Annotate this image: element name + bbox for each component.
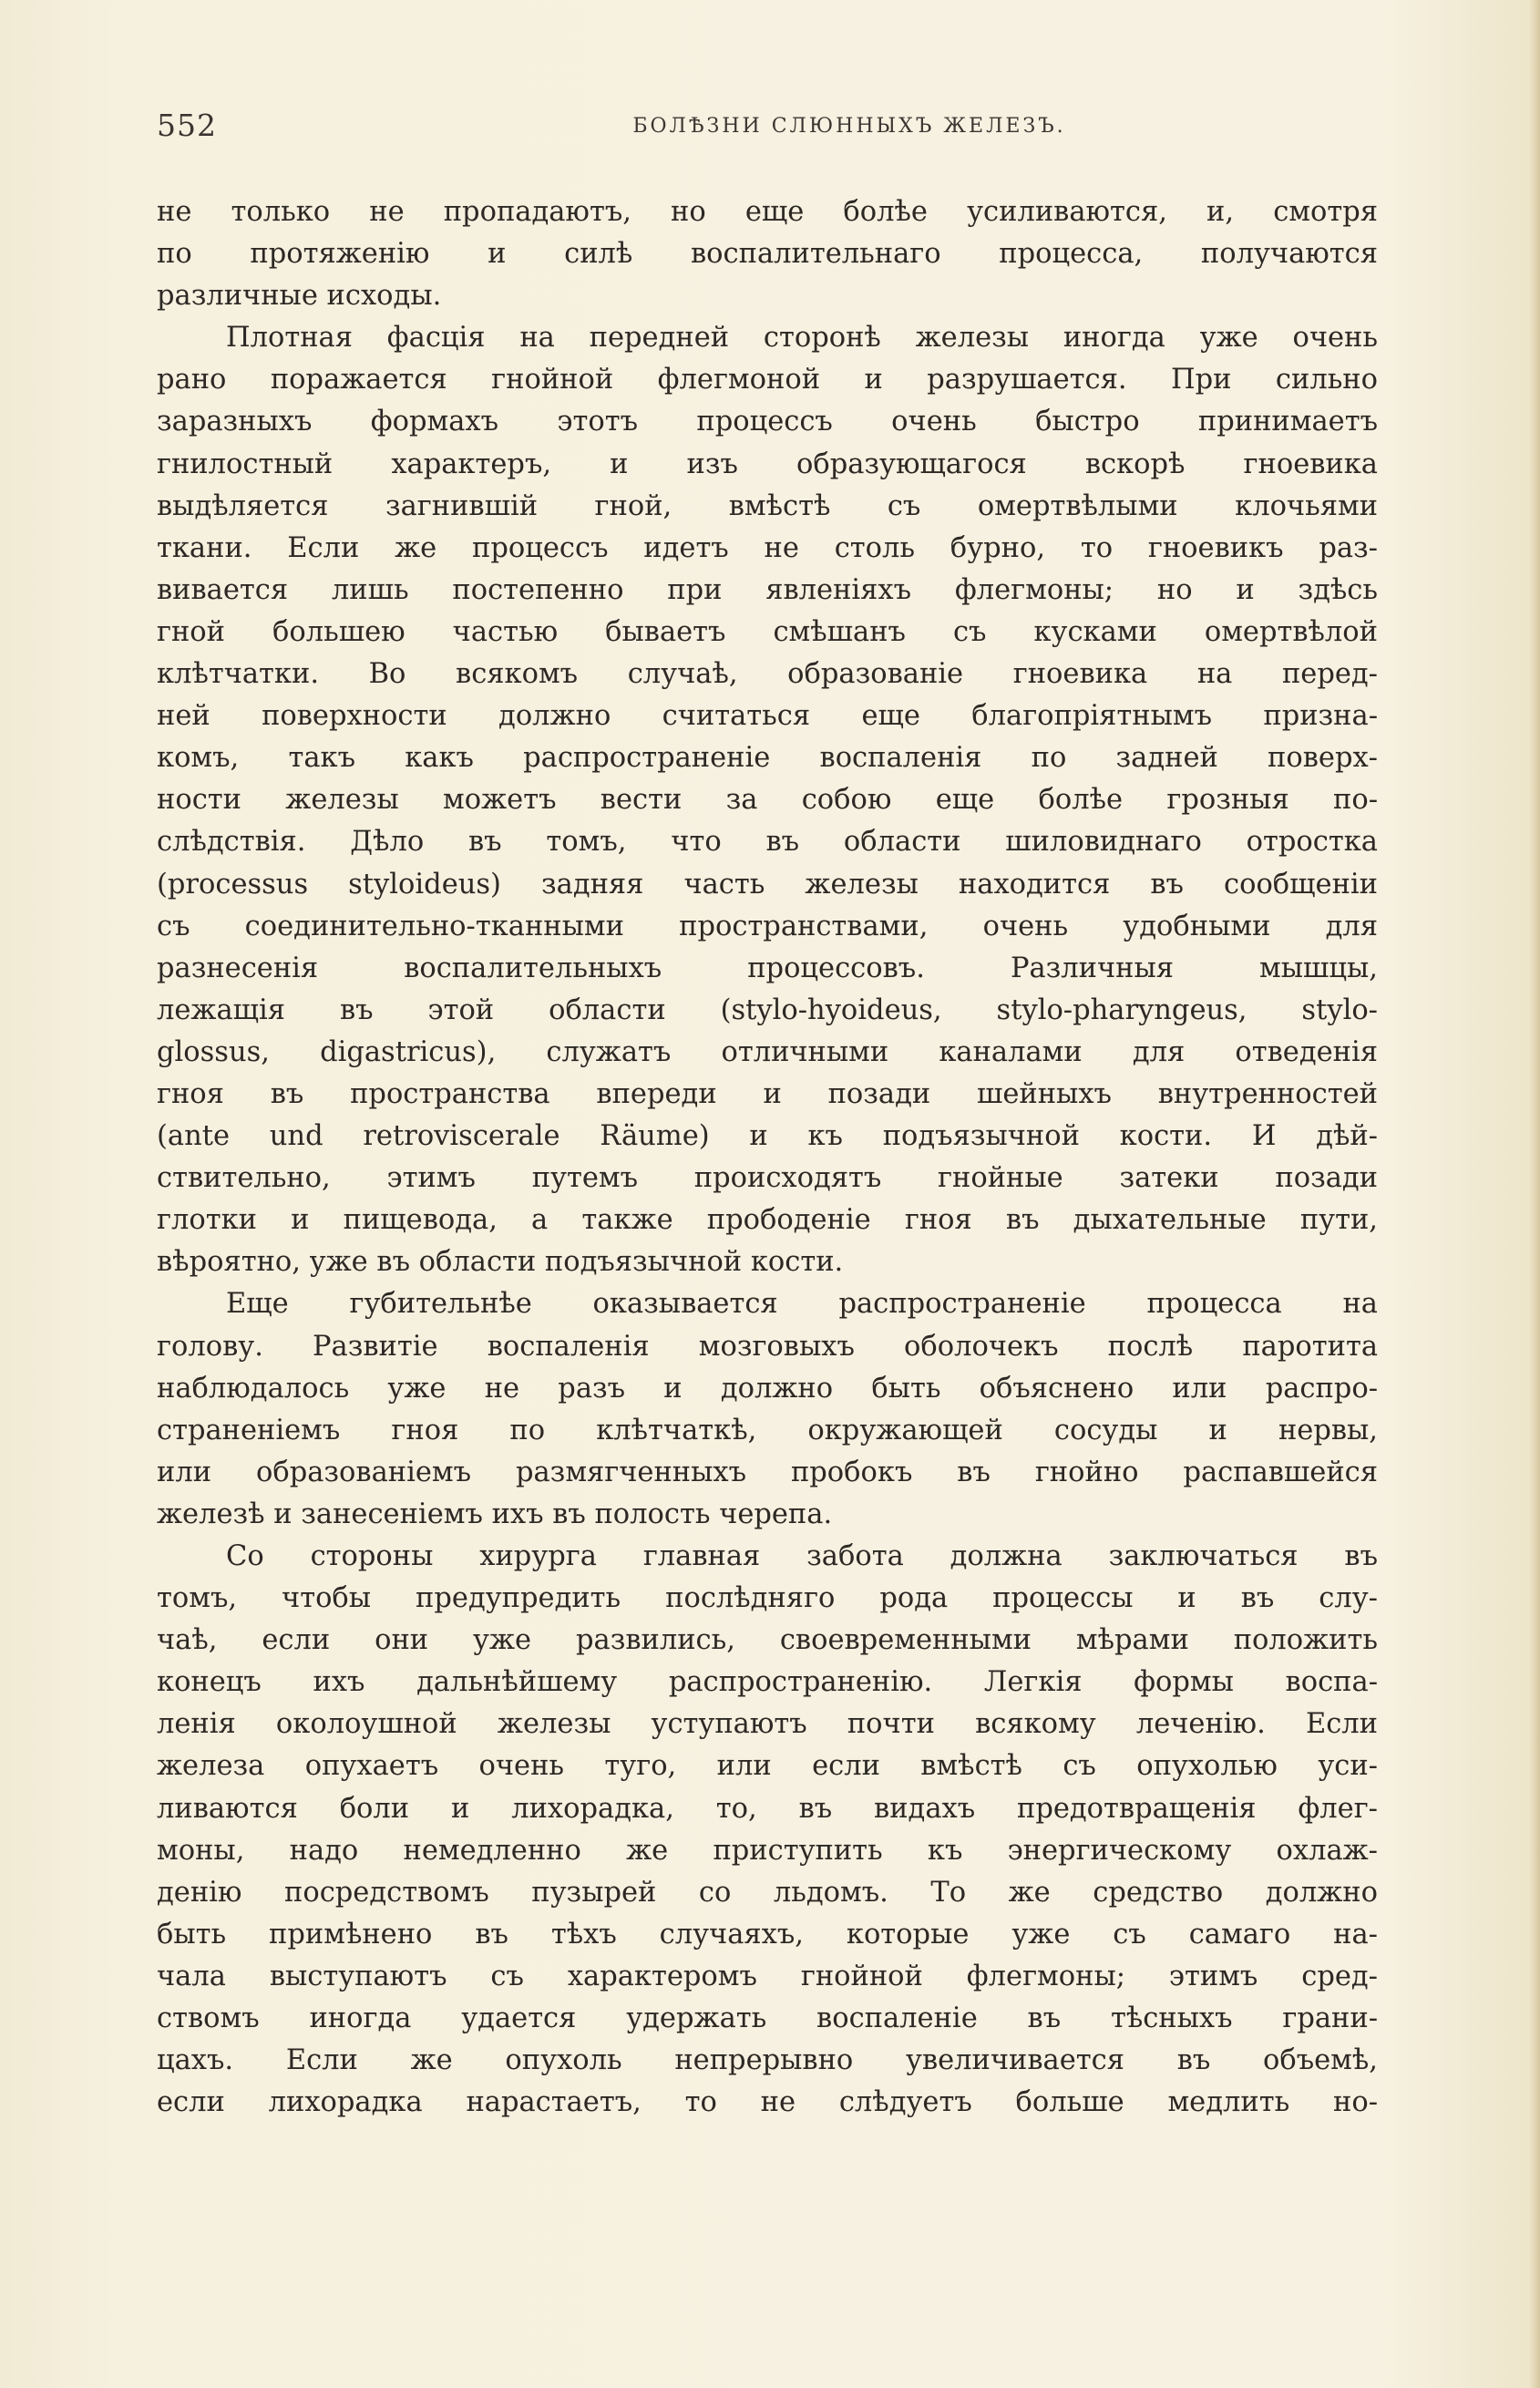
- text-line: быть примѣнено въ тѣхъ случаяхъ, которые уже съ самаго на-: [157, 1918, 1378, 1951]
- running-title: БОЛѢЗНИ СЛЮННЫХЪ ЖЕЛЕЗЪ.: [632, 115, 1066, 138]
- text-line: голову. Развитіе воспаленія мозговыхъ оболочекъ послѣ паротита: [157, 1330, 1378, 1363]
- text-line: ткани. Если же процессъ идетъ не столь бурно, то гноевикъ раз-: [157, 531, 1378, 564]
- text-line: по протяженію и силѣ воспалительнаго процесса, получаются: [157, 238, 1378, 271]
- text-line: цахъ. Если же опухоль непрерывно увеличивается въ объемѣ,: [157, 2044, 1378, 2077]
- text-line: ствомъ иногда удается удержать воспаленіе въ тѣсныхъ грани-: [157, 2002, 1378, 2035]
- text-line: вивается лишь постепенно при явленіяхъ флегмоны; но и здѣсь: [157, 573, 1378, 606]
- text-line: ствительно, этимъ путемъ происходятъ гнойные затеки позади: [157, 1162, 1378, 1195]
- text-line: чаѣ, если они уже развились, своевременными мѣрами положить: [157, 1624, 1378, 1657]
- text-line: гнилостный характеръ, и изъ образующагося вскорѣ гноевика: [157, 448, 1378, 480]
- text-line: слѣдствія. Дѣло въ томъ, что въ области шиловиднаго отростка: [157, 826, 1378, 859]
- paragraph-start-line: Еще губительнѣе оказывается распространеніе процесса на: [226, 1288, 1378, 1321]
- text-line: гной большею частью бываетъ смѣшанъ съ кусками омертвѣлой: [157, 615, 1378, 648]
- text-line: глотки и пищевода, а также прободеніе гноя въ дыхательные пути,: [157, 1204, 1378, 1237]
- text-line: лежащія въ этой области (stylo-hyoideus, stylo-pharyngeus, stylo-: [157, 993, 1378, 1026]
- text-line: томъ, чтобы предупредить послѣдняго рода процессы и въ слу-: [157, 1582, 1378, 1615]
- text-line: выдѣляется загнившій гной, вмѣстѣ съ омертвѣлыми клочьями: [157, 489, 1378, 522]
- text-line: наблюдалось уже не разъ и должно быть объяснено или распро-: [157, 1372, 1378, 1405]
- text-line: ности железы можетъ вести за собою еще болѣе грозныя по-: [157, 784, 1378, 817]
- text-line: моны, надо немедленно же приступить къ энергическому охлаж-: [157, 1834, 1378, 1867]
- text-line: glossus, digastricus), служатъ отличными каналами для отведенія: [157, 1035, 1378, 1068]
- text-line: заразныхъ формахъ этотъ процессъ очень быстро принимаетъ: [157, 406, 1378, 438]
- text-line: чала выступаютъ съ характеромъ гнойной флегмоны; этимъ сред-: [157, 1960, 1378, 1992]
- page-edge-shadow: [1529, 0, 1540, 2388]
- text-line: или образованіемъ размягченныхъ пробокъ въ гнойно распавшейся: [157, 1456, 1378, 1488]
- text-line: денію посредствомъ пузырей со льдомъ. То же средство должно: [157, 1876, 1378, 1909]
- text-line: не только не пропадаютъ, но еще болѣе усиливаются, и, смотря: [157, 196, 1378, 228]
- text-line: гноя въ пространства впереди и позади шейныхъ внутренностей: [157, 1077, 1378, 1110]
- text-line: съ соединительно-тканными пространствами, очень удобными для: [157, 910, 1378, 942]
- text-line: вѣроятно, уже въ области подъязычной кости.: [157, 1246, 844, 1279]
- text-line: ленія околоушной железы уступаютъ почти всякому леченію. Если: [157, 1708, 1378, 1741]
- text-line: (processus styloideus) задняя часть железы находится въ сообщеніи: [157, 868, 1378, 901]
- text-line: если лихорадка нарастаетъ, то не слѣдуетъ больше медлить но-: [157, 2086, 1378, 2119]
- text-line: клѣтчатки. Во всякомъ случаѣ, образованіе гноевика на перед-: [157, 658, 1378, 691]
- page-number: 552: [157, 108, 217, 143]
- text-line: рано поражается гнойной флегмоной и разрушается. При сильно: [157, 364, 1378, 396]
- text-line: комъ, такъ какъ распространеніе воспаленія по задней поверх-: [157, 742, 1378, 775]
- paragraph-start-line: Плотная фасція на передней сторонѣ железы иногда уже очень: [226, 322, 1378, 355]
- text-line: страненіемъ гноя по клѣтчаткѣ, окружающей сосуды и нервы,: [157, 1414, 1378, 1446]
- text-line: железа опухаетъ очень туго, или если вмѣстѣ съ опухолью уси-: [157, 1750, 1378, 1783]
- text-line: ней поверхности должно считаться еще благопріятнымъ призна-: [157, 700, 1378, 733]
- text-line: различные исходы.: [157, 280, 442, 313]
- page-header: [157, 108, 1378, 153]
- text-line: (ante und retroviscerale Räume) и къ подъязычной кости. И дѣй-: [157, 1120, 1378, 1153]
- text-line: разнесенія воспалительныхъ процессовъ. Различныя мышцы,: [157, 952, 1378, 984]
- text-line: конецъ ихъ дальнѣйшему распространенію. Легкія формы воспа-: [157, 1666, 1378, 1699]
- text-line: ливаются боли и лихорадка, то, въ видахъ предотвращенія флег-: [157, 1792, 1378, 1825]
- text-line: железѣ и занесеніемъ ихъ въ полость черепа.: [157, 1498, 833, 1530]
- body-text: [157, 191, 1378, 2124]
- paragraph-start-line: Со стороны хирурга главная забота должна заключаться въ: [226, 1540, 1378, 1572]
